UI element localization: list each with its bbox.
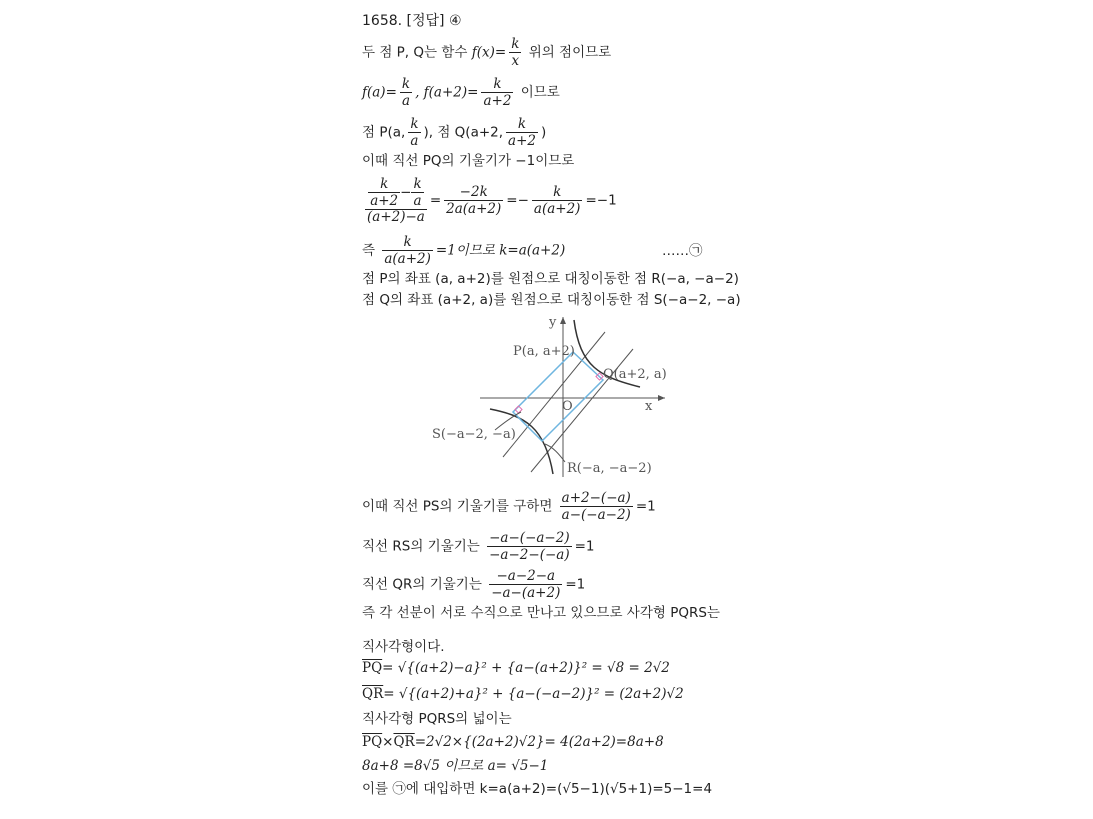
label-s: S(−a−2, −a) [432,427,516,442]
line-slope-rs: 직선 RS의 기울기는 $\frac{-a-(-a-2)}{-a-2-(-a)}$ =1 [362,530,595,563]
line-slope-calc: $\frac{k}{a+2}$ − $\frac{k}{a}$ (a+2)−a = $\frac{-2k}{2a(a+2)}$ =− $\frac{k}{a(a+2)}$ =−1 [367,176,617,225]
line-point-r: 점 P의 좌표 (a, a+2)를 원점으로 대칭이동한 점 R(−a, −a−2) [362,271,739,287]
line-slope-qr: 직선 QR의 기울기는 $\frac{-a-2-a}{-a-(a+2)}$ =1 [362,568,586,601]
fraction-k-over-x: $\frac{k}{x}$ [511,36,520,69]
y-axis-arrow [560,317,566,324]
line-k-result: 즉 $\frac{k}{a(a+2)}$ =1이므로 k=a(a+2) ……㉠ [362,234,703,267]
y-label: y [549,315,557,330]
line-area-label: 직사각형 PQRS의 넓이는 [362,711,512,727]
origin-label: O [562,399,573,414]
line-slope-condition: 이때 직선 PQ의 기울기가 −1이므로 [362,153,575,169]
line-perpendicular: 즉 각 선분이 서로 수직으로 만나고 있으므로 사각형 PQRS는 [362,605,720,621]
label-p: P(a, a+2) [513,344,575,359]
line-qr-length: $\overline{QR}= √\{(a+2)+a\}^2 + \{a-(-a-2)\}^2 = (2a+2)√2$ [362,686,684,702]
line-final: 이를 ㉠에 대입하면 k=a(a+2)=(√5−1)(√5+1)=5−1=4 [362,781,713,797]
line-fa: f(a)= $\frac{k}{a}$ , f(a+2)= $\frac{k}{a+2}$ 이므로 [362,76,560,109]
line-point-s: 점 Q의 좌표 (a+2, a)를 원점으로 대칭이동한 점 S(−a−2, −a) [362,292,741,308]
line-function: 두 점 P, Q는 함수 f(x)= $\frac{k}{x}$ 위의 점이므로 [362,36,612,69]
ref-mark: ……㉠ [662,243,703,259]
line-slope-ps: 이때 직선 PS의 기울기를 구하면 $\frac{a+2-(-a)}{a-(-a-2)}$ =1 [362,490,656,523]
line-points-pq: 점 P(a, $\frac{k}{a}$ ), 점 Q(a+2, $\frac{k}{a+2}$ ) [362,116,547,149]
compound-fraction: $\frac{k}{a+2}$ − $\frac{k}{a}$ (a+2)−a [367,176,425,225]
line-solve-a: 8a+8 =8√5 이므로 a= √5−1 [362,758,549,774]
line-pq-length: $\overline{PQ}= √\{(a+2)-a\}^2 + \{a-(a+2)\}^2 = √8 = 2√2$ [362,660,670,676]
x-label: x [645,399,653,414]
label-q: Q(a+2, a) [603,367,667,382]
line-rectangle: 직사각형이다. [362,639,445,655]
x-axis-arrow [658,395,665,401]
line-area-calc: $\overline{PQ}\times\overline{QR}=2√2\times\{(2a+2)√2\}= 4(2a+2)=8a+8$ [362,734,664,750]
hyperbola-diagram [425,312,675,477]
answer-header: 1658. [정답] ④ [362,13,462,29]
label-r: R(−a, −a−2) [567,461,652,476]
